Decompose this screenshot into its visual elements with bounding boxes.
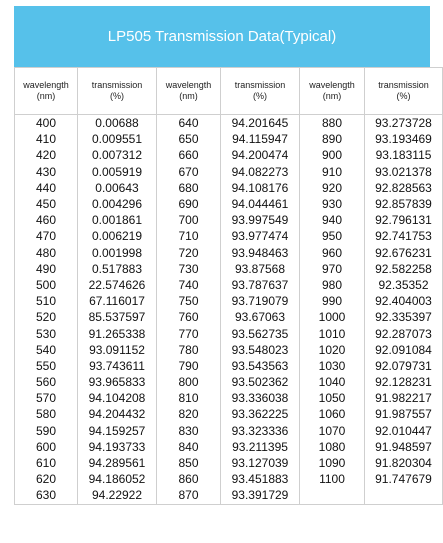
wavelength-cell: 850 [157, 455, 221, 471]
transmission-cell: 91.948597 [365, 439, 443, 455]
header-unit: (nm) [322, 91, 342, 101]
transmission-cell: 93.183115 [365, 147, 443, 163]
transmission-cell: 94.289561 [78, 455, 157, 471]
wavelength-cell: 770 [157, 325, 221, 341]
transmission-cell: 93.391729 [221, 487, 300, 504]
header-row [15, 68, 443, 115]
transmission-cell: 92.828563 [365, 180, 443, 196]
wavelength-cell: 590 [15, 423, 78, 439]
table-row [15, 471, 443, 487]
wavelength-cell: 940 [300, 212, 365, 228]
transmission-cell [365, 487, 443, 504]
table-row [15, 196, 443, 212]
wavelength-cell: 740 [157, 277, 221, 293]
header-label: wavelength [309, 80, 355, 90]
wavelength-cell: 460 [15, 212, 78, 228]
wavelength-cell: 1080 [300, 439, 365, 455]
transmission-cell: 0.001861 [78, 212, 157, 228]
wavelength-cell: 630 [15, 487, 78, 504]
transmission-cell: 94.193733 [78, 439, 157, 455]
transmission-cell: 0.007312 [78, 147, 157, 163]
table-row [15, 423, 443, 439]
wavelength-cell: 1000 [300, 309, 365, 325]
transmission-cell: 93.965833 [78, 374, 157, 390]
wavelength-cell: 620 [15, 471, 78, 487]
wavelength-cell: 600 [15, 439, 78, 455]
wavelength-cell: 900 [300, 147, 365, 163]
wavelength-cell: 410 [15, 131, 78, 147]
transmission-cell: 91.747679 [365, 471, 443, 487]
transmission-cell: 93.091152 [78, 342, 157, 358]
transmission-cell: 93.67063 [221, 309, 300, 325]
transmission-cell: 93.87568 [221, 261, 300, 277]
wavelength-cell: 710 [157, 228, 221, 244]
wavelength-cell: 490 [15, 261, 78, 277]
transmission-cell: 91.820304 [365, 455, 443, 471]
transmission-cell: 94.082273 [221, 164, 300, 180]
transmission-cell: 92.128231 [365, 374, 443, 390]
wavelength-cell: 1100 [300, 471, 365, 487]
transmission-cell: 94.159257 [78, 423, 157, 439]
wavelength-column-header [15, 68, 78, 115]
transmission-cell: 93.336038 [221, 390, 300, 406]
transmission-cell: 93.502362 [221, 374, 300, 390]
wavelength-cell: 960 [300, 245, 365, 261]
table-row [15, 180, 443, 196]
transmission-cell: 92.079731 [365, 358, 443, 374]
transmission-cell: 0.004296 [78, 196, 157, 212]
wavelength-cell: 640 [157, 115, 221, 132]
transmission-cell: 93.787637 [221, 277, 300, 293]
wavelength-column-header [300, 68, 365, 115]
table-row [15, 455, 443, 471]
wavelength-cell: 540 [15, 342, 78, 358]
wavelength-cell: 1040 [300, 374, 365, 390]
wavelength-cell: 520 [15, 309, 78, 325]
transmission-cell: 91.982217 [365, 390, 443, 406]
transmission-cell: 93.021378 [365, 164, 443, 180]
transmission-cell: 93.543563 [221, 358, 300, 374]
table-row [15, 342, 443, 358]
wavelength-cell: 800 [157, 374, 221, 390]
wavelength-cell: 920 [300, 180, 365, 196]
wavelength-cell: 980 [300, 277, 365, 293]
wavelength-column-header [157, 68, 221, 115]
wavelength-cell: 450 [15, 196, 78, 212]
wavelength-cell: 700 [157, 212, 221, 228]
transmission-cell: 93.451883 [221, 471, 300, 487]
transmission-cell: 93.548023 [221, 342, 300, 358]
transmission-cell: 92.404003 [365, 293, 443, 309]
wavelength-cell: 670 [157, 164, 221, 180]
transmission-cell: 0.001998 [78, 245, 157, 261]
wavelength-cell: 1010 [300, 325, 365, 341]
table-row [15, 228, 443, 244]
wavelength-cell: 810 [157, 390, 221, 406]
wavelength-cell: 880 [300, 115, 365, 132]
wavelength-cell: 720 [157, 245, 221, 261]
header-label: transmission [234, 80, 286, 90]
wavelength-cell: 550 [15, 358, 78, 374]
wavelength-cell: 870 [157, 487, 221, 504]
wavelength-cell: 970 [300, 261, 365, 277]
wavelength-cell: 790 [157, 358, 221, 374]
transmission-cell: 22.574626 [78, 277, 157, 293]
wavelength-cell [300, 487, 365, 504]
transmission-cell: 92.335397 [365, 309, 443, 325]
transmission-cell: 92.582258 [365, 261, 443, 277]
transmission-cell: 92.010447 [365, 423, 443, 439]
wavelength-cell: 1020 [300, 342, 365, 358]
header-label: wavelength [165, 80, 212, 90]
transmission-cell: 0.005919 [78, 164, 157, 180]
wavelength-cell: 430 [15, 164, 78, 180]
table-row [15, 147, 443, 163]
table-title-banner [14, 6, 430, 67]
table-row [15, 309, 443, 325]
transmission-cell: 94.044461 [221, 196, 300, 212]
transmission-cell: 67.116017 [78, 293, 157, 309]
transmission-cell: 0.00688 [78, 115, 157, 132]
transmission-column-header [365, 68, 443, 115]
wavelength-cell: 500 [15, 277, 78, 293]
header-unit: (nm) [179, 91, 198, 101]
transmission-cell: 94.200474 [221, 147, 300, 163]
transmission-cell: 0.009551 [78, 131, 157, 147]
table-row [15, 325, 443, 341]
header-label: wavelength [23, 80, 69, 90]
table-row [15, 406, 443, 422]
wavelength-cell: 910 [300, 164, 365, 180]
wavelength-cell: 830 [157, 423, 221, 439]
transmission-cell: 92.091084 [365, 342, 443, 358]
transmission-data-table [14, 67, 443, 505]
wavelength-cell: 570 [15, 390, 78, 406]
table-row [15, 487, 443, 504]
transmission-cell: 93.948463 [221, 245, 300, 261]
transmission-cell: 94.115947 [221, 131, 300, 147]
table-row [15, 390, 443, 406]
table-row [15, 164, 443, 180]
transmission-cell: 0.006219 [78, 228, 157, 244]
transmission-column-header [221, 68, 300, 115]
transmission-cell: 92.741753 [365, 228, 443, 244]
transmission-cell: 93.997549 [221, 212, 300, 228]
transmission-cell: 92.676231 [365, 245, 443, 261]
transmission-cell: 94.204432 [78, 406, 157, 422]
wavelength-cell: 990 [300, 293, 365, 309]
wavelength-cell: 1070 [300, 423, 365, 439]
wavelength-cell: 820 [157, 406, 221, 422]
transmission-cell: 92.287073 [365, 325, 443, 341]
wavelength-cell: 580 [15, 406, 78, 422]
wavelength-cell: 470 [15, 228, 78, 244]
transmission-cell: 93.323336 [221, 423, 300, 439]
wavelength-cell: 480 [15, 245, 78, 261]
wavelength-cell: 400 [15, 115, 78, 132]
wavelength-cell: 1030 [300, 358, 365, 374]
table-row [15, 374, 443, 390]
transmission-cell: 94.22922 [78, 487, 157, 504]
header-unit: (%) [110, 91, 124, 101]
transmission-cell: 94.201645 [221, 115, 300, 132]
transmission-cell: 0.00643 [78, 180, 157, 196]
transmission-cell: 91.265338 [78, 325, 157, 341]
wavelength-cell: 930 [300, 196, 365, 212]
table-row [15, 358, 443, 374]
wavelength-cell: 890 [300, 131, 365, 147]
wavelength-cell: 1060 [300, 406, 365, 422]
wavelength-cell: 660 [157, 147, 221, 163]
table-row [15, 277, 443, 293]
transmission-cell: 93.362225 [221, 406, 300, 422]
transmission-cell: 93.562735 [221, 325, 300, 341]
transmission-column-header [78, 68, 157, 115]
transmission-cell: 85.537597 [78, 309, 157, 325]
header-label: transmission [91, 80, 143, 90]
wavelength-cell: 650 [157, 131, 221, 147]
transmission-cell: 0.517883 [78, 261, 157, 277]
wavelength-cell: 1090 [300, 455, 365, 471]
transmission-cell: 93.977474 [221, 228, 300, 244]
transmission-cell: 93.273728 [365, 115, 443, 132]
table-row [15, 439, 443, 455]
header-unit: (%) [396, 91, 411, 101]
table-row [15, 131, 443, 147]
transmission-cell: 93.719079 [221, 293, 300, 309]
transmission-cell: 93.127039 [221, 455, 300, 471]
transmission-cell: 94.104208 [78, 390, 157, 406]
transmission-cell: 92.35352 [365, 277, 443, 293]
wavelength-cell: 1050 [300, 390, 365, 406]
table-row [15, 245, 443, 261]
wavelength-cell: 560 [15, 374, 78, 390]
wavelength-cell: 860 [157, 471, 221, 487]
wavelength-cell: 420 [15, 147, 78, 163]
transmission-cell: 91.987557 [365, 406, 443, 422]
transmission-cell: 92.796131 [365, 212, 443, 228]
transmission-cell: 93.211395 [221, 439, 300, 455]
wavelength-cell: 680 [157, 180, 221, 196]
wavelength-cell: 750 [157, 293, 221, 309]
wavelength-cell: 440 [15, 180, 78, 196]
table-row [15, 115, 443, 132]
table-row [15, 212, 443, 228]
transmission-cell: 94.108176 [221, 180, 300, 196]
header-unit: (nm) [36, 91, 56, 101]
table-row [15, 293, 443, 309]
wavelength-cell: 530 [15, 325, 78, 341]
wavelength-cell: 780 [157, 342, 221, 358]
header-label: transmission [378, 80, 429, 90]
wavelength-cell: 690 [157, 196, 221, 212]
transmission-cell: 92.857839 [365, 196, 443, 212]
wavelength-cell: 510 [15, 293, 78, 309]
wavelength-cell: 840 [157, 439, 221, 455]
wavelength-cell: 610 [15, 455, 78, 471]
table-row [15, 261, 443, 277]
wavelength-cell: 950 [300, 228, 365, 244]
wavelength-cell: 730 [157, 261, 221, 277]
transmission-cell: 93.193469 [365, 131, 443, 147]
transmission-cell: 93.743611 [78, 358, 157, 374]
header-unit: (%) [253, 91, 267, 101]
transmission-cell: 94.186052 [78, 471, 157, 487]
table-title: LP505 Transmission Data(Typical) [107, 28, 337, 45]
wavelength-cell: 760 [157, 309, 221, 325]
